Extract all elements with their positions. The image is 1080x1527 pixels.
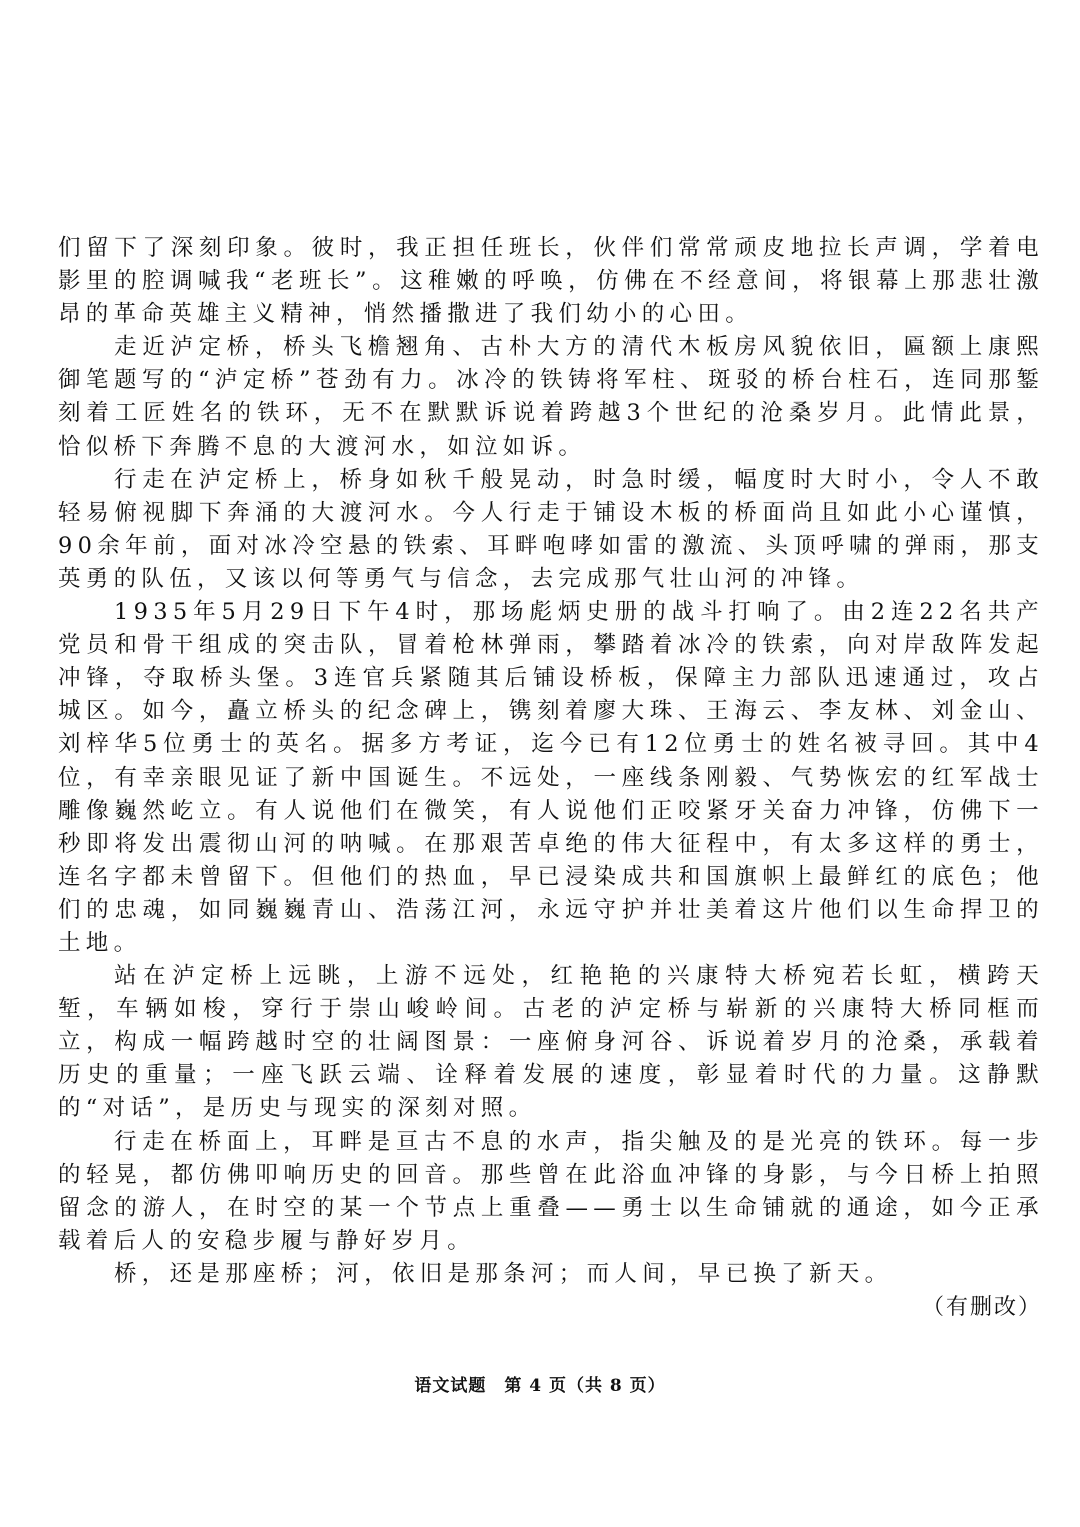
paragraph-2: 走近泸定桥，桥头飞檐翘角、古朴大方的清代木板房风貌依旧，匾额上康熙御笔题写的“泸定桥”苍劲有力。冰冷的铁铸将军柱、斑驳的桥台柱石，连同那錾刻着工匠姓名的铁环，无不在默默诉说着跨越3个世纪的沧桑岁月。此情此景，恰似桥下奔腾不息的大渡河水，如泣如诉。 [58,334,1044,460]
paragraph-4: 1935年5月29日下午4时，那场彪炳史册的战斗打响了。由2连22名共产党员和骨干组成的突击队，冒着枪林弹雨，攀踏着冰冷的铁索，向对岸敌阵发起冲锋，夺取桥头堡。3连官兵紧随其后铺设桥板，保障主力部队迅速通过，攻占城区。如今，矗立桥头的纪念碑上，镌刻着廖大珠、王海云、李友林、刘金山、刘梓华5位勇士的英名。据多方考证，迄今已有12位勇士的姓名被寻回。其中4位，有幸亲眼见证了新中国诞生。不远处，一座线条刚毅、气势恢宏的红军战士雕像巍然屹立。有人说他们在微笑，有人说他们正咬紧牙关奋力冲锋，仿佛下一秒即将发出震彻山河的呐喊。在那艰苦卓绝的伟大征程中，有太多这样的勇士，连名字都未曾留下。但他们的热血，早已浸染成共和国旗帜上最鲜红的底色；他们的忠魂，如同巍巍青山、浩荡江河，永远守护并壮美着这片他们以生命捍卫的土地。 [58,599,1044,956]
article-body [58,232,1044,1325]
paragraph-5: 站在泸定桥上远眺，上游不远处，红艳艳的兴康特大桥宛若长虹，横跨天堑，车辆如梭，穿行于崇山峻岭间。古老的泸定桥与崭新的兴康特大桥同框而立，构成一幅跨越时空的壮阔图景：一座俯身河谷、诉说着岁月的沧桑，承载着历史的重量；一座飞跃云端、诠释着发展的速度，彰显着时代的力量。这静默的“对话”，是历史与现实的深刻对照。 [58,963,1044,1122]
page-footer: 语文试题 第 4 页（共 8 页） [414,1376,666,1396]
paragraph-3: 行走在泸定桥上，桥身如秋千般晃动，时急时缓，幅度时大时小，令人不敢轻易俯视脚下奔涌的大渡河水。今人行走于铺设木板的桥面尚且如此小心谨慎，90余年前，面对冰冷空悬的铁索、耳畔咆哮如雷的激流、头顶呼啸的弹雨，那支英勇的队伍，又该以何等勇气与信念，去完成那气壮山河的冲锋。 [58,466,1044,592]
paragraph-7: 桥，还是那座桥；河，依旧是那条河；而人间，早已换了新天。 [114,1260,893,1287]
source-note: （有删改） [921,1295,1042,1320]
paragraph-6: 行走在桥面上，耳畔是亘古不息的水声，指尖触及的是光亮的铁环。每一步的轻晃，都仿佛叩响历史的回音。那些曾在此浴血冲锋的身影，与今日桥上拍照留念的游人，在时空的某一个节点上重叠——勇士以生命铺就的通途，如今正承载着后人的安稳步履与静好岁月。 [58,1128,1044,1254]
paragraph-1: 们留下了深刻印象。彼时，我正担任班长，伙伴们常常顽皮地拉长声调，学着电影里的腔调喊我“老班长”。这稚嫩的呼唤，仿佛在不经意间，将银幕上那悲壮激昂的革命英雄主义精神，悄然播撒进了我们幼小的心田。 [58,235,1044,328]
